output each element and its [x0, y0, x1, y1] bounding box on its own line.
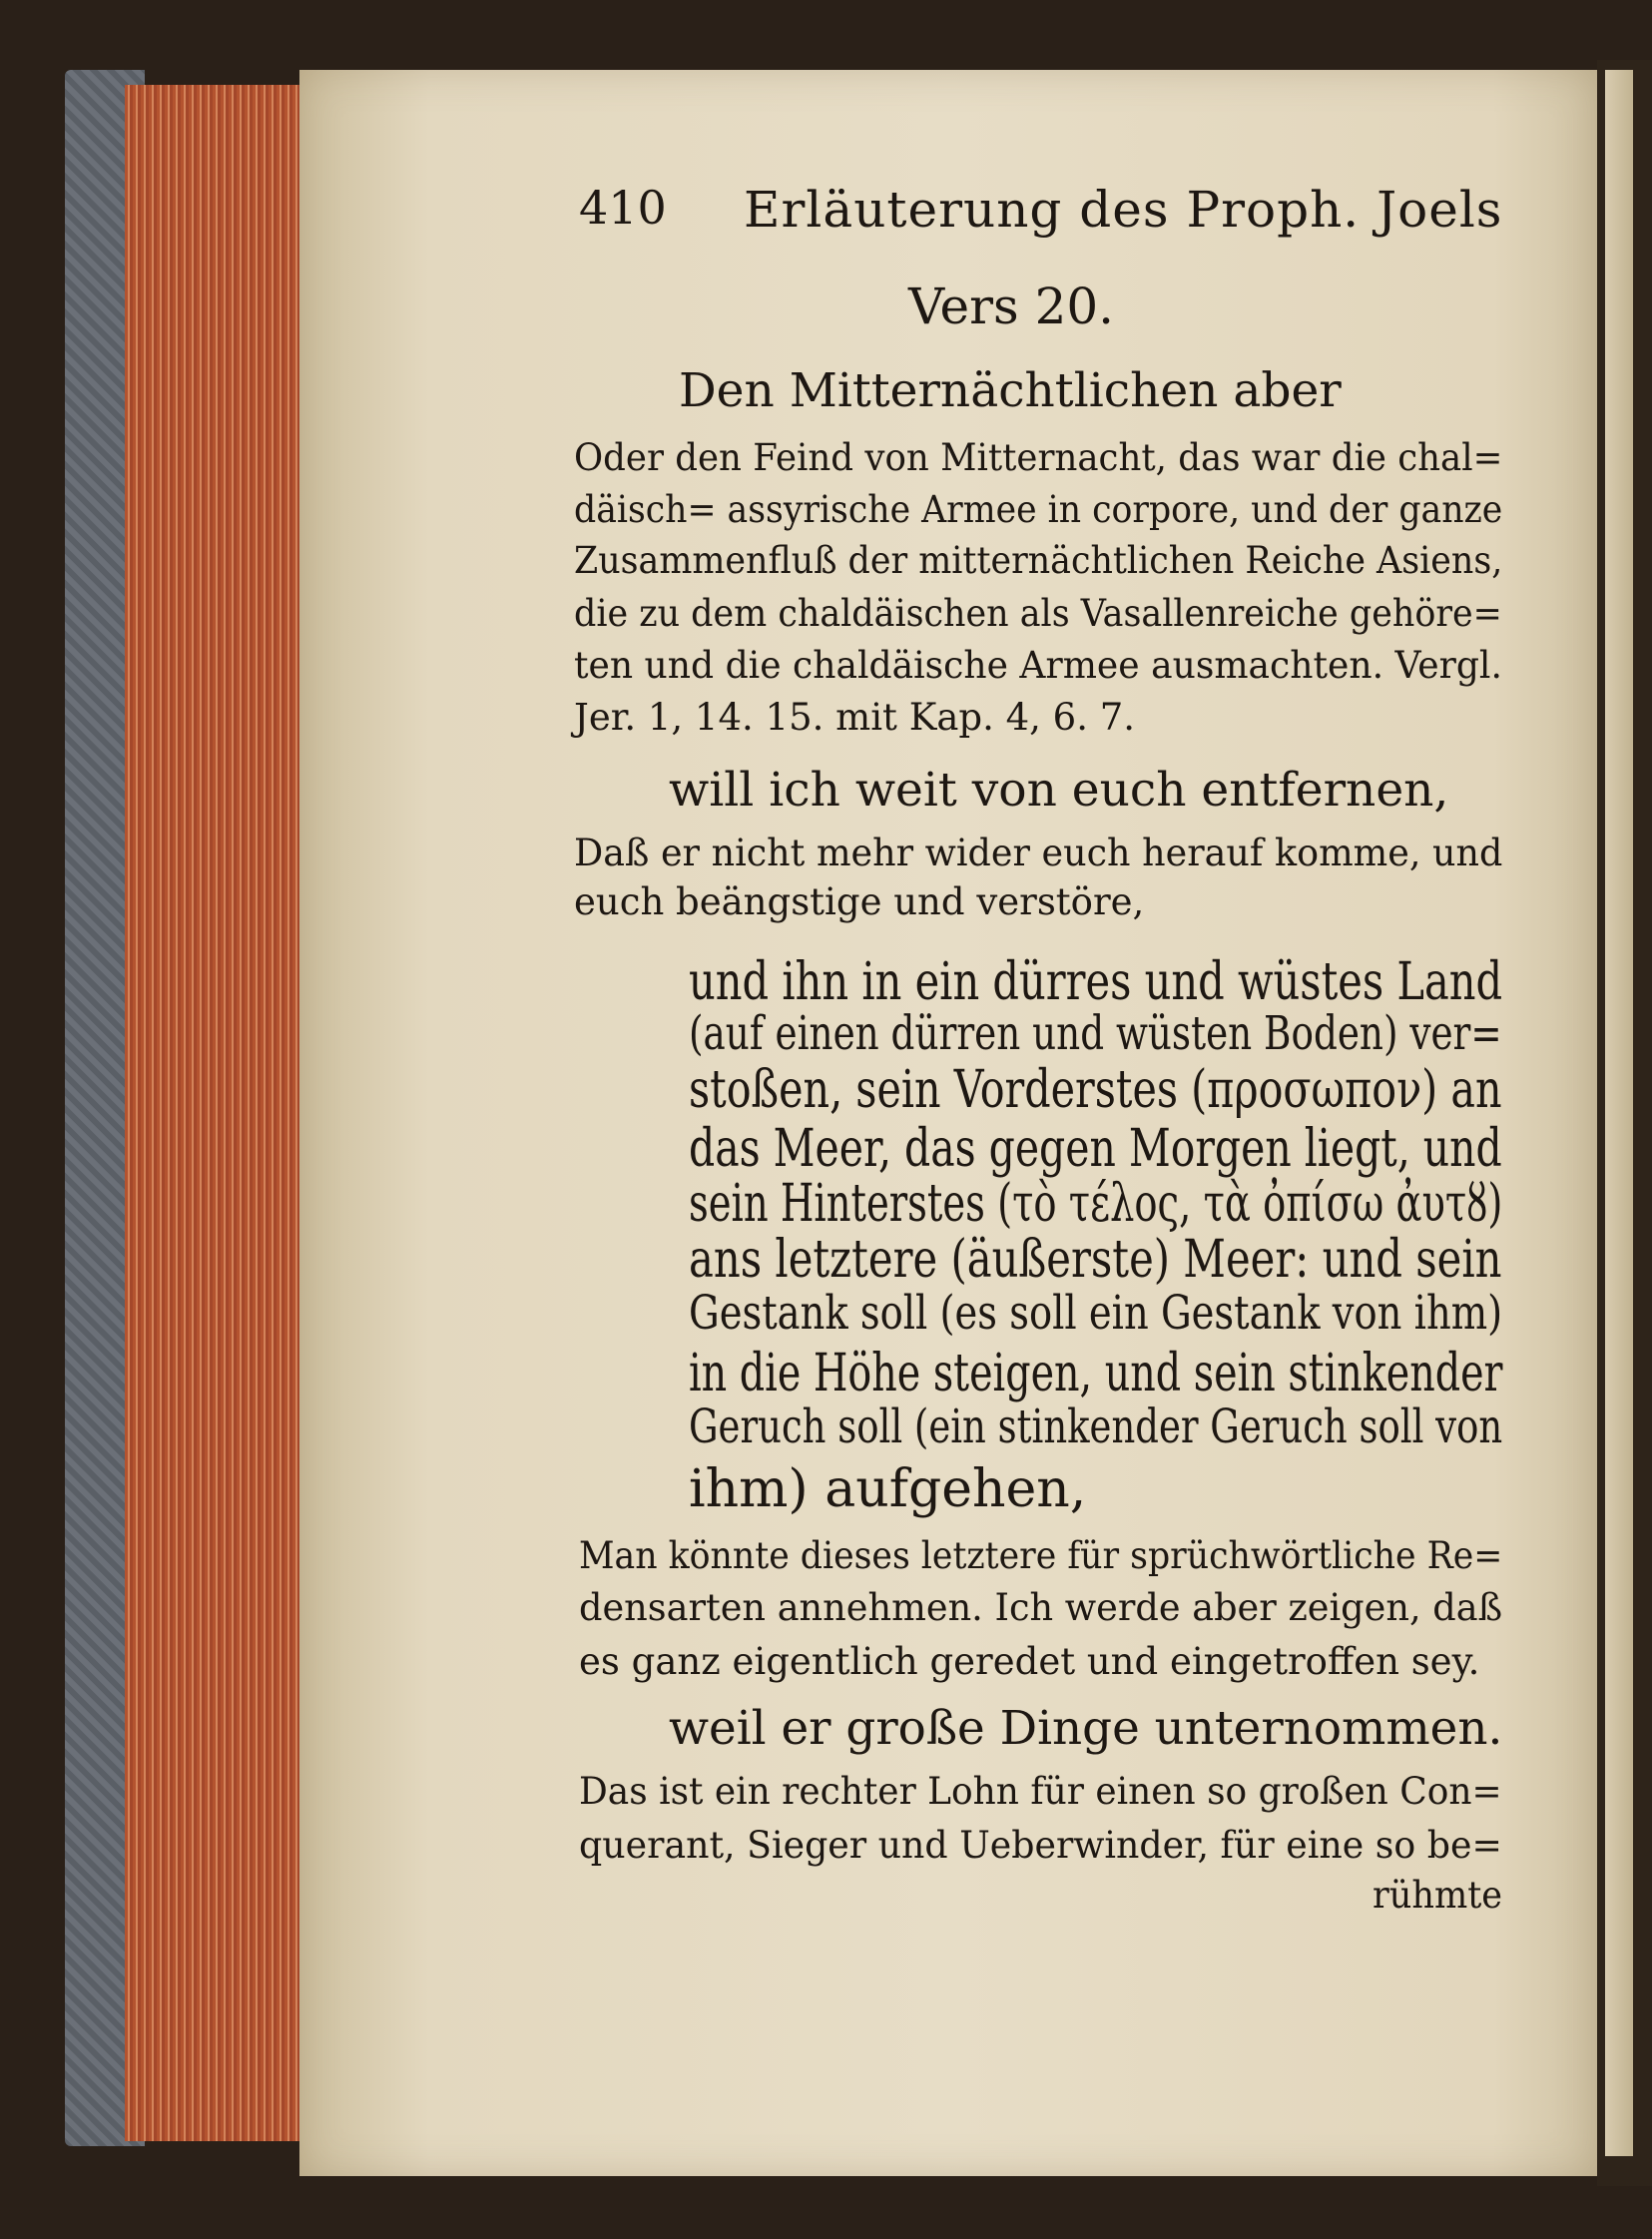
text-line: das Meer, das gegen Morgen liegt, und	[689, 1119, 1502, 1179]
text-line: Das ist ein rechter Lohn für einen so großen Con=	[579, 1770, 1502, 1813]
text-line: densarten annehmen. Ich werde aber zeigen, daß	[579, 1586, 1503, 1629]
text-line: (auf einen dürren und wüsten Boden) ver=	[689, 1006, 1502, 1061]
text-line: ans letztere (äußerste) Meer: und sein	[689, 1230, 1502, 1290]
text-line: Oder den Feind von Mitternacht, das war die chal=	[574, 436, 1503, 479]
text-line: die zu dem chaldäischen als Vasallenreiche gehöre=	[574, 592, 1502, 635]
text-line: rühmte	[1373, 1874, 1503, 1917]
text-line: Daß er nicht mehr wider euch herauf komme, und	[574, 832, 1503, 874]
text-line: ten und die chaldäische Armee ausmachten. Vergl.	[574, 644, 1502, 687]
text-line: Den Mitternächtlichen aber	[679, 363, 1342, 418]
text-line: Geruch soll (ein stinkender Geruch soll von	[689, 1399, 1503, 1454]
text-line: ihm) aufgehen,	[689, 1459, 1087, 1519]
text-line: Zusammenfluß der mitternächtlichen Reiche Asiens,	[574, 539, 1503, 582]
text-line: es ganz eigentlich geredet und eingetroffen sey.	[579, 1640, 1480, 1683]
text-line: will ich weit von euch entfernen,	[669, 763, 1449, 818]
text-line: querant, Sieger und Ueberwinder, für eine so be=	[579, 1824, 1502, 1867]
text-line: weil er große Dinge unternommen.	[669, 1701, 1503, 1756]
text-line: sein Hinterstes (τὸ τέλος, τὰ ὀπίσω ἀυτȣ)	[689, 1174, 1503, 1234]
text-line: Jer. 1, 14. 15. mit Kap. 4, 6. 7.	[574, 696, 1136, 739]
text-line: euch beängstige und verstöre,	[574, 880, 1145, 923]
page-edges	[125, 85, 309, 2141]
running-title: Erläuterung des Proph. Joels	[744, 181, 1503, 239]
text-line: däisch= assyrische Armee in corpore, und der ganze	[574, 488, 1503, 531]
text-line: stoßen, sein Vorderstes (προσωπον) an	[689, 1060, 1502, 1120]
facing-page-sliver	[1605, 70, 1633, 2156]
page-number: 410	[579, 181, 667, 235]
text-line: in die Höhe steigen, und sein stinkender	[689, 1344, 1503, 1403]
text-line: Man könnte dieses letztere für sprüchwörtliche Re=	[579, 1534, 1503, 1577]
text-line: Gestank soll (es soll ein Gestank von ihm)	[689, 1286, 1503, 1341]
text-line: und ihn in ein dürres und wüstes Land	[689, 952, 1503, 1012]
verse-label: Vers 20.	[908, 278, 1115, 335]
